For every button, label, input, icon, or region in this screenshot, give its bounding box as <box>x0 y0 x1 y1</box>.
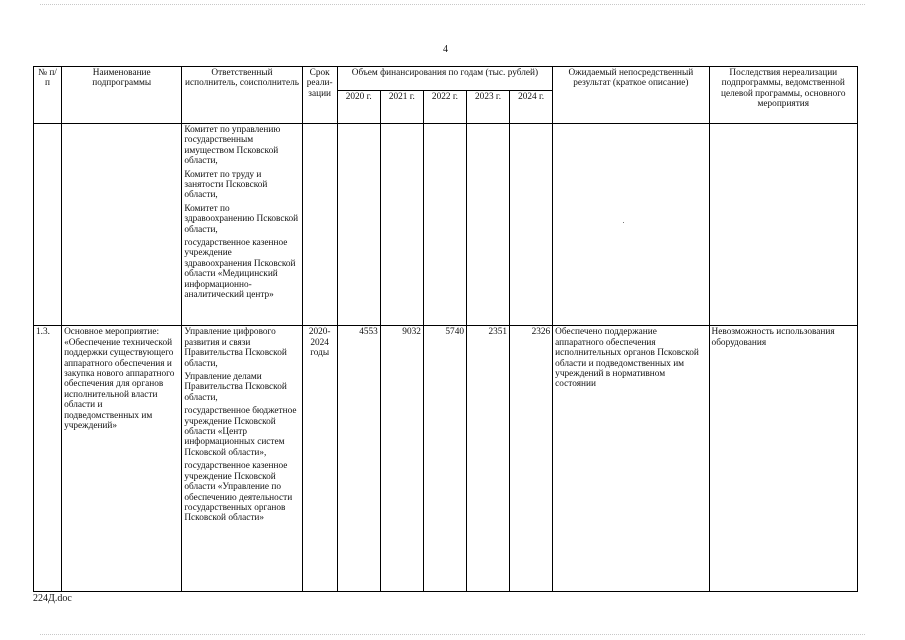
responsible-org: государственное казенное учреждение здравоохранения Псковской области «Медицинский информационно-аналитический центр» <box>184 238 296 301</box>
table-row <box>34 326 858 592</box>
cell-value <box>423 124 466 326</box>
header-year: 2020 г. <box>337 91 380 124</box>
cell-result: Обеспечено поддержание аппаратного обеспечения исполнительных органов Псковской области и подведомственных им учреждений в нормативном состоянии <box>553 326 709 592</box>
header-term: Срок реали-зации <box>302 67 337 124</box>
scan-noise-bottom <box>40 634 865 636</box>
cell-value: 2351 <box>466 326 509 592</box>
cell-num: 1.3. <box>34 326 62 592</box>
responsible-org: Комитет по труду и занятости Псковской области, <box>184 169 268 201</box>
scan-speck <box>623 222 624 223</box>
header-year: 2024 г. <box>510 91 553 124</box>
cell-num <box>34 124 62 326</box>
header-year: 2022 г. <box>423 91 466 124</box>
responsible-org: государственное бюджетное учреждение Псковской области «Центр информационных систем Псковской области», <box>184 406 297 458</box>
header-year: 2021 г. <box>380 91 423 124</box>
cell-value: 9032 <box>380 326 423 592</box>
responsible-org: государственное казенное учреждение Псковской области «Управление по обеспечению деятельности государственных органов Псковской области» <box>184 461 293 524</box>
header-name: Наименование подпрограммы <box>62 67 182 124</box>
cell-value: 5740 <box>423 326 466 592</box>
header-result: Ожидаемый непосредственный результат (краткое описание) <box>553 67 709 124</box>
cell-term: 2020-2024 годы <box>302 326 337 592</box>
cell-responsible <box>182 326 302 592</box>
cell-term <box>302 124 337 326</box>
responsible-org: Комитет по управлению государственным имуществом Псковской области, <box>184 125 281 167</box>
cell-value: 2326 <box>510 326 553 592</box>
cell-consequences <box>709 124 857 326</box>
cell-value: 4553 <box>337 326 380 592</box>
responsible-org: Управление делами Правительства Псковской области, <box>184 372 287 403</box>
header-row-1 <box>34 67 858 91</box>
cell-value <box>510 124 553 326</box>
scan-noise-top <box>40 4 865 6</box>
cell-value <box>337 124 380 326</box>
page-number: 4 <box>443 44 448 55</box>
header-consequences: Последствия нереализации подпрограммы, ведомственной целевой программы, основного мероприятия <box>709 67 857 124</box>
cell-name <box>62 124 182 326</box>
footer-filename: 224Д.doc <box>33 593 72 604</box>
cell-value <box>380 124 423 326</box>
header-num: № п/п <box>34 67 62 124</box>
header-funding: Объем финансирования по годам (тыс. рублей) <box>337 67 552 91</box>
cell-consequences: Невозможность использования оборудования <box>709 326 857 592</box>
cell-name: Основное мероприятие: «Обеспечение технической поддержки существующего аппаратного обеспечения и закупка нового аппаратного обеспечения для органов исполнительной власти области и подведомственных им учреждений» <box>62 326 182 592</box>
program-table <box>33 66 858 592</box>
cell-responsible <box>182 124 302 326</box>
cell-value <box>466 124 509 326</box>
cell-result <box>553 124 709 326</box>
header-responsible: Ответственный исполнитель, соисполнитель <box>182 67 302 124</box>
table-row <box>34 124 858 326</box>
responsible-org: Управление цифрового развития и связи Правительства Псковской области, <box>184 327 287 369</box>
header-year: 2023 г. <box>466 91 509 124</box>
responsible-org: Комитет по здравоохранению Псковской области, <box>184 203 299 235</box>
